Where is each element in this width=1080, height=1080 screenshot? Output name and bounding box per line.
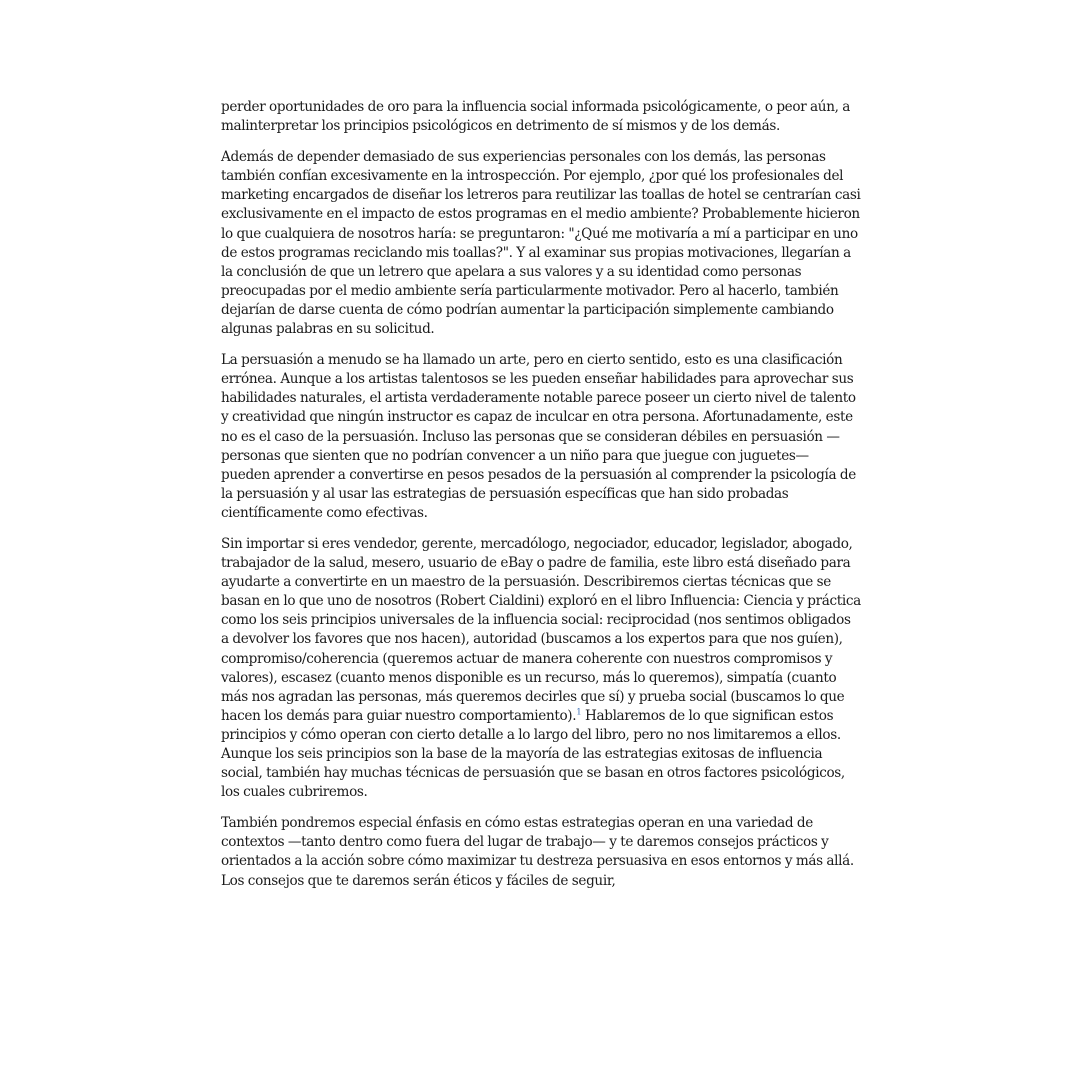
paragraph-4-text-before-note: Sin importar si eres vendedor, gerente, mercadólogo, negociador, educador, legislador, abogado, trabajador de la salud, mesero, usuario de eBay o padre de familia, este libro está diseñado para ayudarte a convertirte en un maestro de la persuasión. Describiremos ciertas técnicas que se basan en lo que uno de nosotros (Robert Cialdini) exploró en el libro Influencia: Ciencia y práctica como los seis principios universales de la influencia social: reciprocidad (nos sentimos obligados a devolver los favores que nos hacen), autoridad (buscamos a los expertos para que nos guíen), compromiso/coherencia (queremos actuar de manera coherente con nuestros compromisos y valores), escasez (cuanto menos disponible es un recurso, más lo queremos), simpatía (cuanto más nos agradan las personas, más queremos decirles que sí) y prueba social (buscamos lo que hacen los demás para guiar nuestro comportamiento). bbox=[221, 535, 861, 724]
paragraph-5: También pondremos especial énfasis en cómo estas estrategias operan en una variedad de contextos —tanto dentro como fuera del lugar de trabajo— y te daremos consejos prácticos y orientados a la acción sobre cómo maximizar tu destreza persuasiva en esos entornos y más allá. Los consejos que te daremos serán éticos y fáciles de seguir, bbox=[221, 815, 854, 889]
paragraph-1: perder oportunidades de oro para la influencia social informada psicológicamente, o peor aún, a malinterpretar los principios psicológicos en detrimento de sí mismos y de los demás. bbox=[221, 99, 850, 135]
footnote-reference[interactable]: 1 bbox=[576, 707, 582, 718]
paragraph-4 bbox=[221, 535, 861, 802]
paragraph-4-text-after-note: Hablaremos de lo que significan estos principios y cómo operan con cierto detalle a lo largo del libro, pero no nos limitaremos a ellos. Aunque los seis principios son la base de la mayoría de las estrategias exitosas de influencia social, también hay muchas técnicas de persuasión que se basan en otros factores psicológicos, los cuales cubriremos. bbox=[221, 707, 845, 801]
paragraph-2: Además de depender demasiado de sus experiencias personales con los demás, las personas también confían excesivamente en la introspección. Por ejemplo, ¿por qué los profesionales del marketing encargados de diseñar los letreros para reutilizar las toallas de hotel se centrarían casi exclusivamente en el impacto de estos programas en el medio ambiente? Probablemente hicieron lo que cualquiera de nosotros haría: se preguntaron: "¿Qué me motivaría a mí a participar en uno de estos programas reciclando mis toallas?". Y al examinar sus propias motivaciones, llegarían a la conclusión de que un letrero que apelara a sus valores y a su identidad como personas preocupadas por el medio ambiente sería particularmente motivador. Pero al hacerlo, también dejarían de darse cuenta de cómo podrían aumentar la participación simplemente cambiando algunas palabras en su solicitud. bbox=[221, 149, 861, 338]
document-page bbox=[221, 98, 861, 903]
paragraph-3: La persuasión a menudo se ha llamado un arte, pero en cierto sentido, esto es una clasificación errónea. Aunque a los artistas talentosos se les pueden enseñar habilidades para aprovechar sus habilidades naturales, el artista verdaderamente notable parece poseer un cierto nivel de talento y creatividad que ningún instructor es capaz de inculcar en otra persona. Afortunadamente, este no es el caso de la persuasión. Incluso las personas que se consideran débiles en persuasión —personas que sienten que no podrían convencer a un niño para que juegue con juguetes— pueden aprender a convertirse en pesos pesados de la persuasión al comprender la psicología de la persuasión y al usar las estrategias de persuasión específicas que han sido probadas científicamente como efectivas. bbox=[221, 352, 856, 521]
